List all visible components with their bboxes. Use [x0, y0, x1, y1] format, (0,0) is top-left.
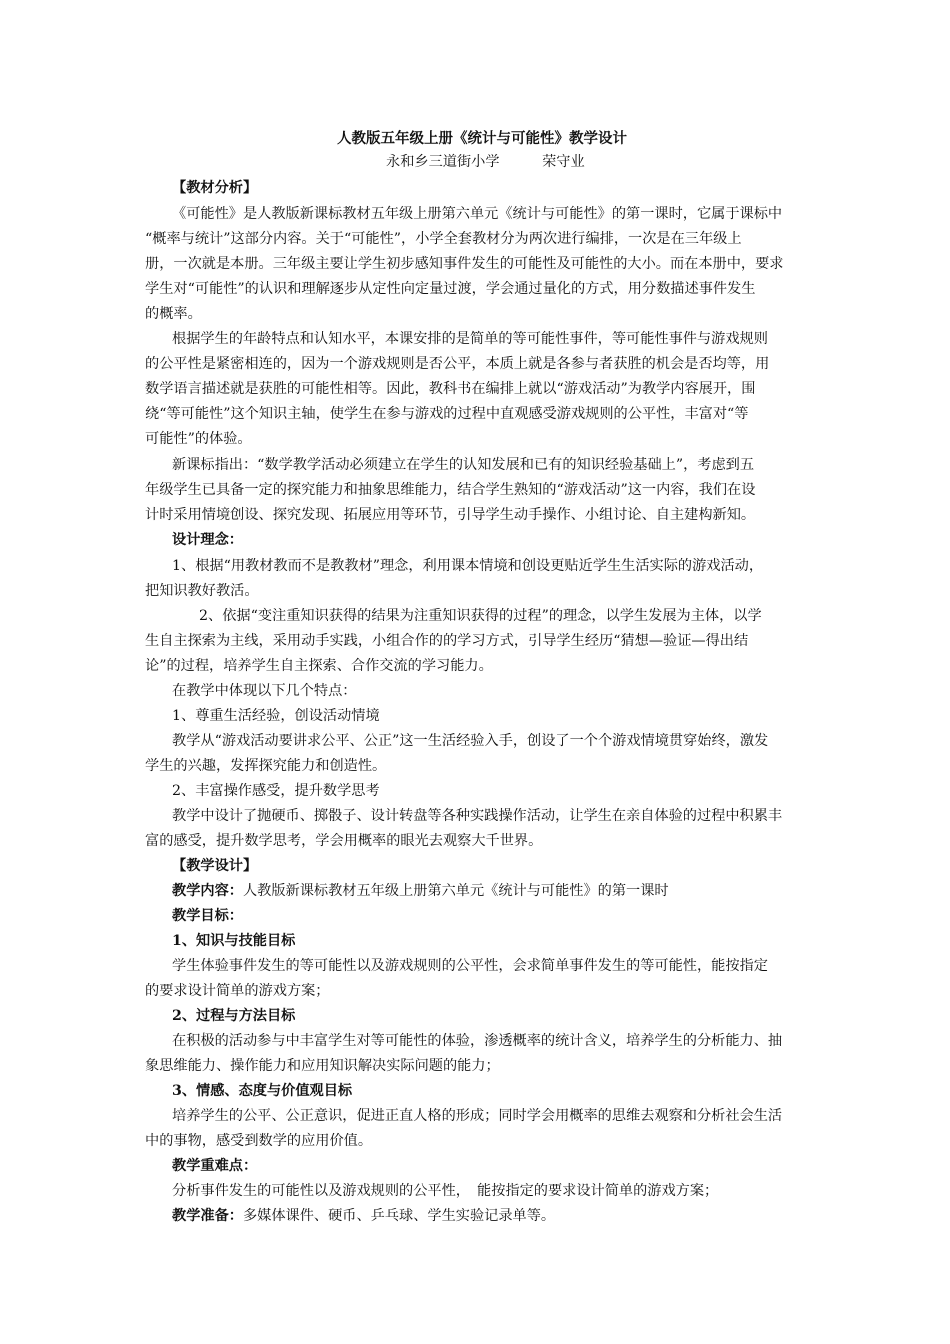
teaching-preparation [172, 1207, 555, 1225]
paragraph-line: 在教学中体现以下几个特点： [172, 683, 357, 699]
paragraph-line: “概率与统计”这部分内容。关于“可能性”，小学全套教材分为两次进行编排，一次是在三年级上 [145, 231, 742, 247]
teaching-goals-label: 教学目标： [172, 908, 243, 924]
paragraph-line: 1、根据“用教材教而不是教教材”理念，利用课本情境和创设更贴近学生生活实际的游戏活动， [172, 558, 764, 574]
paragraph-line: 生自主探索为主线，采用动手实践，小组合作的的学习方式，引导学生经历“猜想—验证—得出结 [145, 633, 749, 649]
paragraph-line: 富的感受，提升数学思考，学会用概率的眼光去观察大千世界。 [145, 833, 543, 849]
heading-design-concept: 设计理念： [172, 532, 243, 548]
paragraph-line: 新课标指出：“数学教学活动必须建立在学生的认知发展和已有的知识经验基础上”，考虑到五 [172, 457, 755, 473]
paragraph-line: 教学从“游戏活动要讲求公平、公正”这一生活经验入手，创设了一个个游戏情境贯穿始终，激发 [172, 733, 769, 749]
paragraph-line: 培养学生的公平、公正意识，促进正直人格的形成；同时学会用概率的思维去观察和分析社会生活 [172, 1108, 783, 1124]
paragraph-line: 根据学生的年龄特点和认知水平，本课安排的是简单的等可能性事件，等可能性事件与游戏规则 [172, 331, 768, 347]
heading-material-analysis: 【教材分析】 [172, 180, 258, 196]
paragraph-line: 1、尊重生活经验，创设活动情境 [172, 708, 380, 724]
paragraph-line: 绕“等可能性”这个知识主轴，使学生在参与游戏的过程中直观感受游戏规则的公平性，丰富对“等 [145, 406, 749, 422]
heading-teaching-design: 【教学设计】 [172, 858, 258, 874]
author-line: 永和乡三道街小学 荣守业 [386, 154, 585, 170]
paragraph-line: 年级学生已具备一定的探究能力和抽象思维能力，结合学生熟知的“游戏活动”这一内容，我们在设 [145, 482, 756, 498]
paragraph-line: 中的事物，感受到数学的应用价值。 [145, 1133, 373, 1149]
preparation-label: 教学准备： [172, 1208, 243, 1224]
key-points-label: 教学重难点： [172, 1158, 258, 1174]
paragraph-line: 册，一次就是本册。三年级主要让学生初步感知事件发生的可能性及可能性的大小。而在本册中，要求 [145, 256, 784, 272]
paragraph-line: 计时采用情境创设、探究发现、拓展应用等环节，引导学生动手操作、小组讨论、自主建构新知。 [145, 507, 756, 523]
teaching-content-label: 教学内容： [172, 883, 243, 899]
paragraph-line: 的要求设计简单的游戏方案； [145, 983, 330, 999]
paragraph-line: 教学中设计了抛硬币、掷骰子、设计转盘等各种实践操作活动，让学生在亲自体验的过程中积累丰 [172, 808, 783, 824]
paragraph-line: 学生体验事件发生的等可能性以及游戏规则的公平性，会求简单事件发生的等可能性，能按指定 [172, 958, 768, 974]
paragraph-line: 的概率。 [145, 306, 202, 322]
paragraph-line: 象思维能力、操作能力和应用知识解决实际问题的能力； [145, 1058, 500, 1074]
paragraph-line: 可能性”的体验。 [145, 431, 252, 447]
paragraph-line: 《可能性》是人教版新课标教材五年级上册第六单元《统计与可能性》的第一课时，它属于课标中 [172, 206, 783, 222]
preparation-text: 多媒体课件、硬币、乒乓球、学生实验记录单等。 [242, 1208, 556, 1224]
goal-heading: 2、过程与方法目标 [172, 1008, 296, 1024]
goal-heading: 3、情感、态度与价值观目标 [172, 1083, 353, 1099]
paragraph-line: 的公平性是紧密相连的，因为一个游戏规则是否公平，本质上就是各参与者获胜的机会是否均等，用 [145, 356, 770, 372]
paragraph-line: 2、丰富操作感受，提升数学思考 [172, 783, 380, 799]
paragraph-line: 学生的兴趣，发挥探究能力和创造性。 [145, 758, 387, 774]
paragraph-line: 在积极的活动参与中丰富学生对等可能性的体验，渗透概率的统计含义，培养学生的分析能力、抽 [172, 1033, 783, 1049]
key-points-text: 分析事件发生的可能性以及游戏规则的公平性， 能按指定的要求设计简单的游戏方案； [172, 1183, 719, 1199]
teaching-content-text: 人教版新课标教材五年级上册第六单元《统计与可能性》的第一课时 [242, 883, 669, 899]
paragraph-line: 论”的过程，培养学生自主探索、合作交流的学习能力。 [145, 658, 493, 674]
goal-heading: 1、知识与技能目标 [172, 933, 296, 949]
doc-title: 人教版五年级上册《统计与可能性》教学设计 [337, 130, 627, 147]
paragraph-line: 把知识教好教活。 [145, 583, 259, 599]
paragraph-line: 学生对“可能性”的认识和理解逐步从定性向定量过渡，学会通过量化的方式，用分数描述事件发生 [145, 281, 756, 297]
paragraph-line: 2、依据“变注重知识获得的结果为注重知识获得的过程”的理念，以学生发展为主体，以学 [199, 608, 762, 624]
teaching-content [172, 882, 669, 900]
paragraph-line: 数学语言描述就是获胜的可能性相等。因此，教科书在编排上就以“游戏活动”为教学内容展开，围 [145, 381, 756, 397]
